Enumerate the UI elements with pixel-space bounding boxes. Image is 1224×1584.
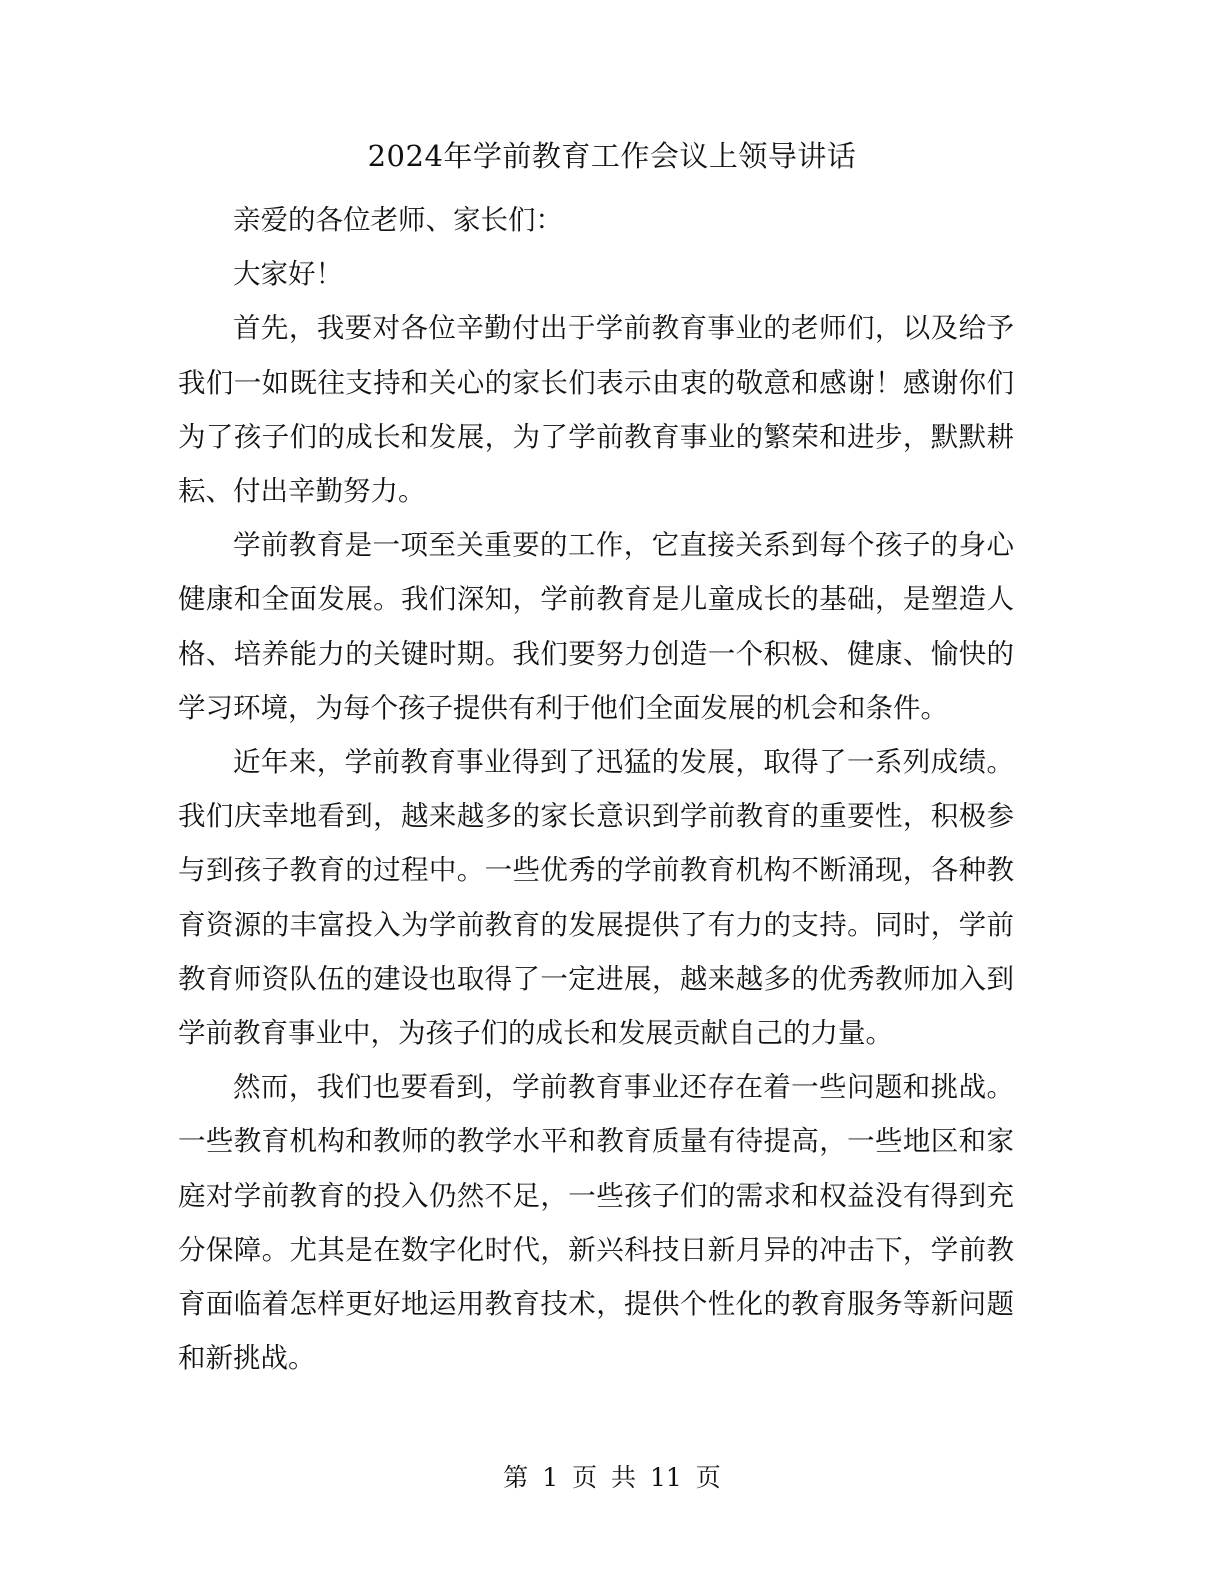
page-number-footer: 第 1 页 共 11 页 bbox=[503, 1463, 721, 1492]
paragraph-importance: 学前教育是一项至关重要的工作，它直接关系到每个孩子的身心健康和全面发展。我们深知，学前教育是儿童成长的基础，是塑造人格、培养能力的关键时期。我们要努力创造一个积极、健康、愉快的学习环境，为每个孩子提供有利于他们全面发展的机会和条件。 bbox=[178, 529, 1014, 724]
paragraph-achievements: 近年来，学前教育事业得到了迅猛的发展，取得了一系列成绩。我们庆幸地看到，越来越多的家长意识到学前教育的重要性，积极参与到孩子教育的过程中。一些优秀的学前教育机构不断涌现，各种教育资源的丰富投入为学前教育的发展提供了有力的支持。同时，学前教育师资队伍的建设也取得了一定进展，越来越多的优秀教师加入到学前教育事业中，为孩子们的成长和发展贡献自己的力量。 bbox=[178, 746, 1014, 1050]
greeting: 大家好！ bbox=[233, 258, 343, 291]
document-title: 2024年学前教育工作会议上领导讲话 bbox=[367, 139, 857, 173]
document-body bbox=[178, 193, 1014, 1385]
paragraph-challenges: 然而，我们也要看到，学前教育事业还存在着一些问题和挑战。一些教育机构和教师的教学水平和教育质量有待提高，一些地区和家庭对学前教育的投入仍然不足，一些孩子们的需求和权益没有得到充分保障。尤其是在数字化时代，新兴科技日新月异的冲击下，学前教育面临着怎样更好地运用教育技术，提供个性化的教育服务等新问题和新挑战。 bbox=[178, 1071, 1014, 1375]
paragraph-thanks: 首先，我要对各位辛勤付出于学前教育事业的老师们，以及给予我们一如既往支持和关心的家长们表示由衷的敬意和感谢！感谢你们为了孩子们的成长和发展，为了学前教育事业的繁荣和进步，默默耕耘、付出辛勤努力。 bbox=[178, 312, 1014, 508]
salutation: 亲爱的各位老师、家长们： bbox=[233, 204, 563, 236]
